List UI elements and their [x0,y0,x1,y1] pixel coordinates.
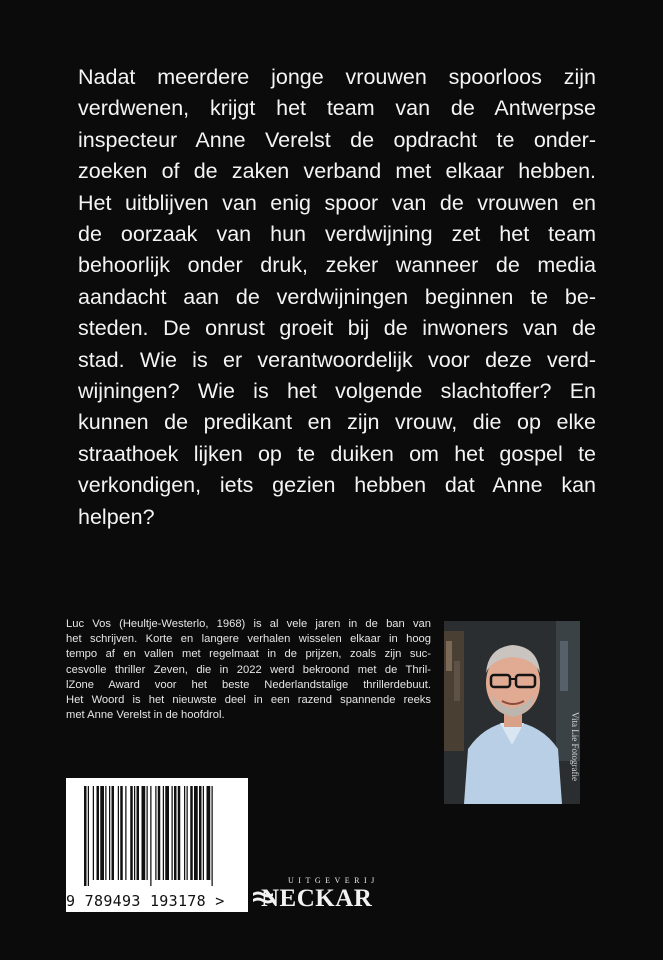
barcode-bar [97,786,100,880]
blurb-line: Nadat meerdere jonge vrouwen spoorloos zijn [78,65,596,89]
barcode-bar [178,786,181,880]
blurb-line: verkondigen, iets gezien hebben dat Anne kan [78,473,596,498]
barcode-bar [203,786,204,880]
barcode-bar [142,786,146,880]
barcode-bar [207,786,211,880]
bio-line: Het Woord is het nieuwste deel in een razend spannende reeks [66,694,431,707]
publisher-logo [253,876,403,916]
barcode-bar [100,786,104,880]
blurb-line: behoorlijk onder druk, zeker wanneer de media [78,253,596,278]
bio-line: cesvolle thriller Zeven, die in 2022 werd bekroond met de Thril- [66,663,431,676]
bio-line: lZone Award voor het beste Nederlandstalige thrillerdebuut. [66,678,431,691]
barcode-bar [150,786,151,886]
blurb-line: de oorzaak van hun verdwijning zet het team [78,222,596,247]
author-portrait-illustration [444,621,580,804]
barcode-bar [134,786,135,880]
blurb-line: zoeken of de zaken verband met elkaar hebben. [78,159,596,184]
bio-line: het schrijven. Korte en langere verhalen wisselen elkaar in hoog [66,633,431,646]
barcode-bar [112,786,115,880]
blurb-line: kunnen de predikant en zijn vrouw, die op elke [78,410,596,435]
barcode-bar [120,786,123,880]
author-bio [66,617,431,723]
blurb-line: helpen? [78,504,155,529]
barcode-bar [163,786,164,880]
barcode-bar [109,786,110,880]
bio-line: tempo af en vallen met regelmaat in de prijzen, zoals zijn suc- [66,648,431,661]
barcode-bar [84,786,87,886]
bio-line: met Anne Verelst in de hoofdrol. [66,709,225,722]
barcode-bar [125,786,126,880]
blurb-line: straathoek lijken op te duiken om het gospel te [78,441,596,466]
barcode-bar [184,786,185,880]
barcode-bar [155,786,156,880]
barcode-bars [66,778,248,888]
bio-line: Luc Vos (Heultje-Westerlo, 1968) is al vele jaren in de ban van [66,618,431,630]
barcode-bar [147,786,148,880]
blurb-line: stad. Wie is er verantwoordelijk voor deze verd- [78,347,596,372]
barcode-bar [174,786,177,880]
barcode-bar [105,786,106,880]
blurb-line: steden. De onrust groeit bij de inwoners van de [78,316,596,341]
blurb-line: wijningen? Wie is het volgende slachtoffer? En [78,379,596,404]
barcode-bar [93,786,94,880]
isbn-barcode [66,778,248,912]
barcode-bar [194,786,198,880]
barcode-bar [187,786,188,880]
blurb-line: Het uitblijven van enig spoor van de vrouwen en [78,190,596,215]
blurb-line: inspecteur Anne Verelst de opdracht te onder- [78,127,596,152]
publisher-name: NECKAR [261,885,373,912]
blurb-line: aandacht aan de verdwijningen beginnen te be- [78,284,596,309]
barcode-bar [158,786,161,880]
publisher-subtitle: UITGEVERIJ [288,876,379,885]
barcode-bar [190,786,193,880]
barcode-bar [172,786,173,880]
author-photo [444,621,580,804]
barcode-bar [130,786,133,880]
barcode-bar [212,786,213,886]
barcode-bar [137,786,140,880]
blurb-line: verdwenen, krijgt het team van de Antwerpse [78,96,596,121]
barcode-bar [118,786,119,880]
barcode-bar [88,786,89,886]
barcode-bar [165,786,169,880]
isbn-number: 9 789493 193178 > [66,892,225,910]
barcode-bar [199,786,202,880]
blurb-text [78,62,596,533]
photo-credit: Vita Lie Fotografie [570,712,580,781]
